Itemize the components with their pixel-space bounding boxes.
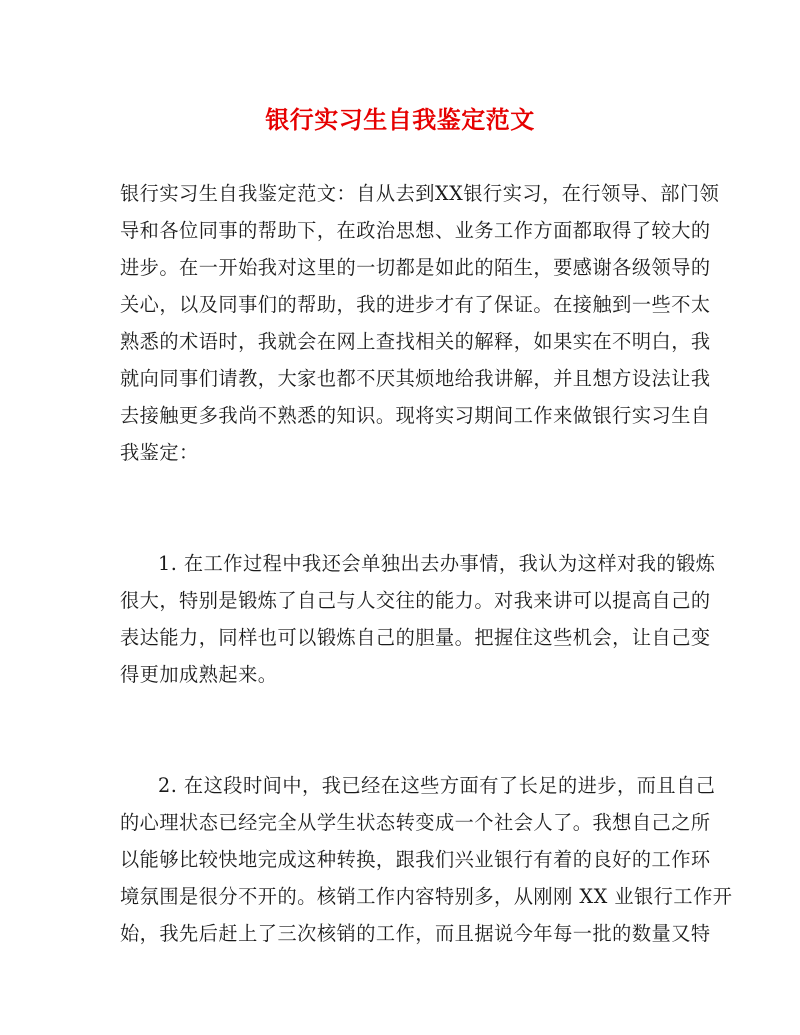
- text-line: 去接触更多我尚不熟悉的知识。现将实习期间工作来做银行实习生自: [120, 404, 711, 427]
- text-line: 的心理状态已经完全从学生状态转变成一个社会人了。我想自己之所: [120, 811, 711, 834]
- paragraph-point-2: [120, 767, 733, 952]
- text-line: 1. 在工作过程中我还会单独出去办事情，我认为这样对我的锻炼: [158, 552, 716, 575]
- text-line: 熟悉的术语时，我就会在网上查找相关的解释，如果实在不明白，我: [120, 330, 711, 353]
- text-line: 就向同事们请教，大家也都不厌其烦地给我讲解，并且想方设法让我: [120, 367, 711, 390]
- text-line: 得更加成熟起来。: [120, 663, 278, 686]
- text-line: 以能够比较快地完成这种转换，跟我们兴业银行有着的良好的工作环: [120, 848, 711, 871]
- text-line: 很大，特别是锻炼了自己与人交往的能力。对我来讲可以提高自己的: [120, 589, 711, 612]
- text-line: 导和各位同事的帮助下，在政治思想、业务工作方面都取得了较大的: [120, 219, 711, 242]
- text-line: 进步。在一开始我对这里的一切都是如此的陌生，要感谢各级领导的: [120, 256, 711, 279]
- text-line: 银行实习生自我鉴定范文：自从去到XX银行实习，在行领导、部门领: [120, 182, 720, 205]
- document-title: 银行实习生自我鉴定范文: [265, 105, 535, 134]
- text-line: 关心，以及同事们的帮助，我的进步才有了保证。在接触到一些不太: [120, 293, 711, 316]
- text-line: 2. 在这段时间中，我已经在这些方面有了长足的进步，而且自己: [158, 774, 716, 797]
- text-line: 我鉴定：: [120, 441, 199, 464]
- paragraph-gap: [120, 471, 680, 545]
- paragraph-gap: [120, 693, 680, 767]
- text-line: 始，我先后赶上了三次核销的工作，而且据说今年每一批的数量又特: [120, 922, 711, 945]
- document-body: [120, 175, 733, 952]
- text-line: 表达能力，同样也可以锻炼自己的胆量。把握住这些机会，让自己变: [120, 626, 711, 649]
- paragraph-intro: [120, 175, 720, 471]
- paragraph-point-1: [120, 545, 716, 693]
- text-line: 境氛围是很分不开的。核销工作内容特别多，从刚刚 XX 业银行工作开: [120, 885, 733, 908]
